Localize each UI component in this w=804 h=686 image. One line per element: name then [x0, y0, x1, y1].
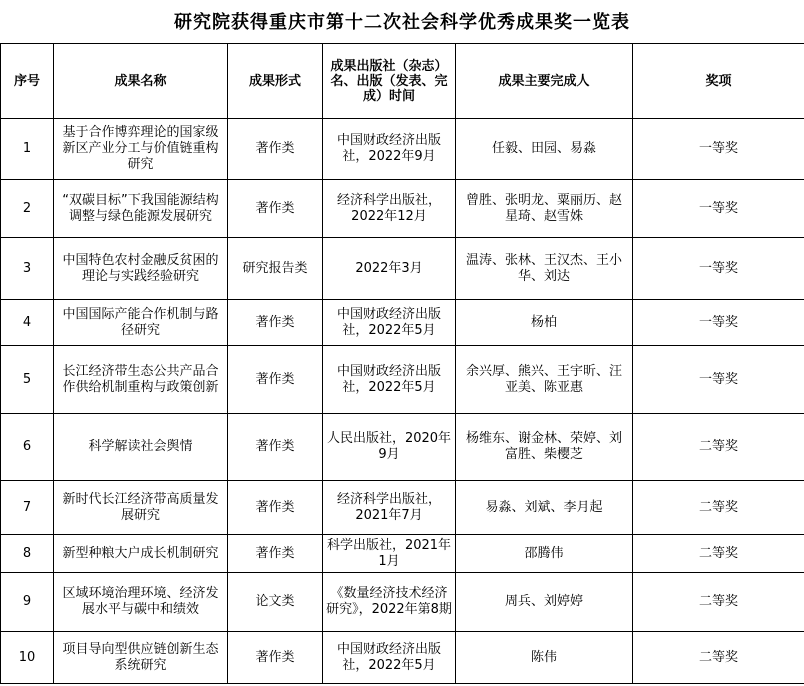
row-authors: 余兴厚、熊兴、王宇昕、汪亚美、陈亚惠 [456, 346, 633, 414]
row-no: 2 [1, 180, 54, 238]
table-row [1, 238, 804, 300]
row-no: 9 [1, 573, 54, 632]
row-publisher: 中国财政经济出版社，2022年5月 [323, 632, 456, 684]
row-name: 中国国际产能合作机制与路径研究 [54, 300, 228, 346]
header-award: 奖项 [633, 44, 804, 119]
table-row [1, 119, 804, 180]
header-no: 序号 [1, 44, 54, 119]
row-name: 新型种粮大户成长机制研究 [54, 535, 228, 573]
row-no: 4 [1, 300, 54, 346]
row-award: 一等奖 [633, 238, 804, 300]
row-publisher: 2022年3月 [323, 238, 456, 300]
table-row [1, 481, 804, 535]
row-authors: 温涛、张林、王汉杰、王小华、刘达 [456, 238, 633, 300]
row-name: 区域环境治理环境、经济发展水平与碳中和绩效 [54, 573, 228, 632]
table-row [1, 346, 804, 414]
row-name: 项目导向型供应链创新生态系统研究 [54, 632, 228, 684]
row-name: “双碳目标”下我国能源结构调整与绿色能源发展研究 [54, 180, 228, 238]
awards-table [0, 43, 804, 684]
row-form: 著作类 [228, 414, 323, 481]
row-authors: 邵腾伟 [456, 535, 633, 573]
row-award: 二等奖 [633, 573, 804, 632]
row-name: 科学解读社会舆情 [54, 414, 228, 481]
row-form: 著作类 [228, 119, 323, 180]
row-authors: 曾胜、张明龙、粟丽历、赵星琦、赵雪姝 [456, 180, 633, 238]
header-authors: 成果主要完成人 [456, 44, 633, 119]
table-row [1, 632, 804, 684]
row-no: 8 [1, 535, 54, 573]
row-authors: 任毅、田园、易淼 [456, 119, 633, 180]
row-award: 一等奖 [633, 346, 804, 414]
row-award: 一等奖 [633, 300, 804, 346]
row-award: 二等奖 [633, 632, 804, 684]
table-row [1, 535, 804, 573]
row-authors: 易淼、刘斌、李月起 [456, 481, 633, 535]
row-name: 基于合作博弈理论的国家级新区产业分工与价值链重构研究 [54, 119, 228, 180]
row-publisher: 经济科学出版社，2021年7月 [323, 481, 456, 535]
row-publisher: 中国财政经济出版社，2022年5月 [323, 300, 456, 346]
row-no: 5 [1, 346, 54, 414]
row-publisher: 中国财政经济出版社，2022年9月 [323, 119, 456, 180]
row-authors: 周兵、刘婷婷 [456, 573, 633, 632]
row-publisher: 《数量经济技术经济研究》，2022年第8期 [323, 573, 456, 632]
row-no: 6 [1, 414, 54, 481]
row-publisher: 经济科学出版社，2022年12月 [323, 180, 456, 238]
row-award: 二等奖 [633, 414, 804, 481]
row-form: 著作类 [228, 346, 323, 414]
row-form: 著作类 [228, 632, 323, 684]
table-row [1, 180, 804, 238]
table-row [1, 414, 804, 481]
table-row [1, 573, 804, 632]
row-no: 7 [1, 481, 54, 535]
row-publisher: 人民出版社，2020年9月 [323, 414, 456, 481]
row-authors: 杨柏 [456, 300, 633, 346]
row-award: 二等奖 [633, 481, 804, 535]
row-authors: 杨维东、谢金林、荣婷、刘富胜、柴樱芝 [456, 414, 633, 481]
row-name: 长江经济带生态公共产品合作供给机制重构与政策创新 [54, 346, 228, 414]
row-award: 二等奖 [633, 535, 804, 573]
row-no: 10 [1, 632, 54, 684]
row-form: 著作类 [228, 481, 323, 535]
row-authors: 陈伟 [456, 632, 633, 684]
row-name: 新时代长江经济带高质量发展研究 [54, 481, 228, 535]
row-publisher: 中国财政经济出版社，2022年5月 [323, 346, 456, 414]
page-title: 研究院获得重庆市第十二次社会科学优秀成果奖一览表 [174, 12, 630, 33]
row-form: 著作类 [228, 300, 323, 346]
header-name: 成果名称 [54, 44, 228, 119]
row-publisher: 科学出版社，2021年1月 [323, 535, 456, 573]
row-form: 研究报告类 [228, 238, 323, 300]
table-header-row [1, 44, 804, 119]
table-row [1, 300, 804, 346]
row-no: 3 [1, 238, 54, 300]
row-form: 著作类 [228, 535, 323, 573]
header-form: 成果形式 [228, 44, 323, 119]
row-form: 论文类 [228, 573, 323, 632]
row-form: 著作类 [228, 180, 323, 238]
row-name: 中国特色农村金融反贫困的理论与实践经验研究 [54, 238, 228, 300]
header-publisher: 成果出版社（杂志）名、出版（发表、完成）时间 [323, 44, 456, 119]
row-award: 一等奖 [633, 180, 804, 238]
row-award: 一等奖 [633, 119, 804, 180]
row-no: 1 [1, 119, 54, 180]
